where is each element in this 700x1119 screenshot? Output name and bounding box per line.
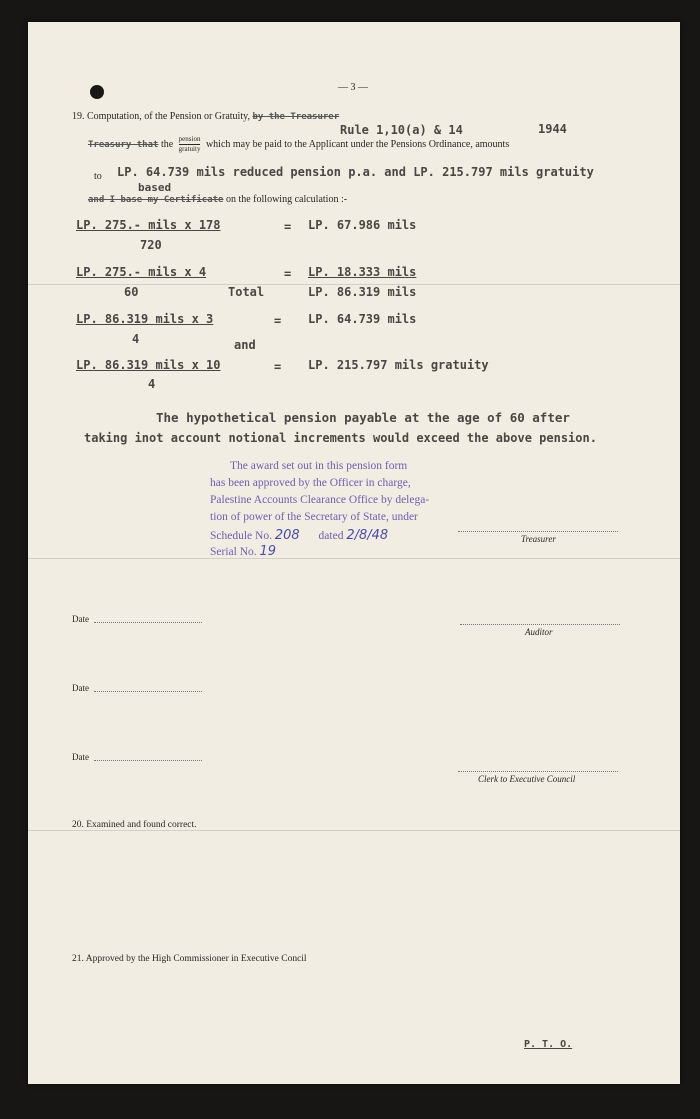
total-value: LP. 86.319 mils — [308, 285, 417, 299]
date-line-3 — [94, 760, 202, 761]
treasurer-label: Treasurer — [521, 534, 556, 544]
rule-reference: Rule 1,10(a) & 14 — [340, 123, 463, 137]
stamp-line3: Palestine Accounts Clearance Office by delega- — [210, 494, 430, 506]
note-line2: taking inot account notional increments would exceed the above pension. — [84, 431, 597, 445]
calc-row3-right: LP. 64.739 mils — [308, 312, 417, 326]
rule-year: 1944 — [538, 122, 567, 136]
clerk-signature-line — [458, 771, 618, 772]
calc-row4-eq: = — [274, 360, 282, 374]
clerk-label: Clerk to Executive Council — [478, 774, 576, 784]
date-handwritten: 2/8/48 — [346, 528, 389, 543]
date-label-3: Date — [72, 752, 89, 762]
serial-number-handwritten: 19 — [259, 544, 277, 559]
stamp-line6: Serial No. 19 — [210, 544, 277, 559]
calc-row2-den: 60 — [124, 285, 139, 299]
and-label: and — [234, 338, 256, 352]
schedule-number-handwritten: 208 — [274, 528, 300, 543]
calc-row1-eq: = — [284, 220, 292, 234]
stamp-line2: has been approved by the Officer in charge, — [210, 477, 411, 489]
based-insert: based — [138, 181, 172, 194]
treasurer-signature-line — [458, 531, 618, 532]
calc-row3-left: LP. 86.319 mils x 3 — [76, 312, 214, 326]
calc-row1-den: 720 — [140, 238, 162, 252]
calc-row4-den: 4 — [148, 377, 156, 391]
calc-intro: and I base my Certificate on the following calculation :- — [88, 194, 348, 205]
calc-row4-left: LP. 86.319 mils x 10 — [76, 358, 221, 372]
stamp-line5: Schedule No. 208 dated 2/8/48 — [210, 528, 389, 543]
pension-gratuity-fraction: $\frac{\text{pension}}{\text{gratuity}}$ — [178, 135, 201, 153]
total-label: Total — [228, 285, 265, 299]
auditor-label: Auditor — [525, 627, 553, 637]
date-label-2: Date — [72, 683, 89, 693]
document-page — [28, 22, 680, 1084]
page-number: — 3 — — [338, 82, 368, 93]
calc-row1-right: LP. 67.986 mils — [308, 218, 417, 232]
calc-row4-right: LP. 215.797 mils gratuity — [308, 358, 489, 372]
calc-row2-right: LP. 18.333 mils — [308, 265, 417, 279]
auditor-signature-line — [460, 624, 620, 625]
item-21: 21. Approved by the High Commissioner in Executive Concil — [72, 954, 307, 964]
pto-label: P. T. O. — [524, 1039, 573, 1050]
item-19-label: 19. Computation, of the Pension or Gratuity, by the Treasurer — [72, 111, 340, 122]
fold-line — [28, 558, 680, 559]
date-line-1 — [94, 622, 202, 623]
date-label-1: Date — [72, 614, 89, 624]
calc-row1-left: LP. 275.- mils x 178 — [76, 218, 221, 232]
fold-line — [28, 830, 680, 831]
to-label: to — [94, 171, 102, 182]
item-19-line2: Treasury that the $\frac{\text{pension}}{\text{gratuity}}$ which may be paid to the Applicant under the Pensions Ordinance, amounts — [88, 135, 510, 153]
calc-row2-eq: = — [284, 267, 292, 281]
calc-row3-den: 4 — [132, 332, 140, 346]
calc-row2-left: LP. 275.- mils x 4 — [76, 265, 207, 279]
calc-row3-eq: = — [274, 314, 282, 328]
punch-hole — [90, 85, 104, 99]
stamp-line1: The award set out in this pension form — [230, 460, 408, 472]
stamp-line4: tion of power of the Secretary of State, under — [210, 511, 418, 523]
item-20: 20. Examined and found correct. — [72, 820, 197, 830]
date-line-2 — [94, 691, 202, 692]
amount-line: LP. 64.739 mils reduced pension p.a. and LP. 215.797 mils gratuity — [117, 165, 594, 179]
note-line1: The hypothetical pension payable at the age of 60 after — [156, 410, 570, 425]
